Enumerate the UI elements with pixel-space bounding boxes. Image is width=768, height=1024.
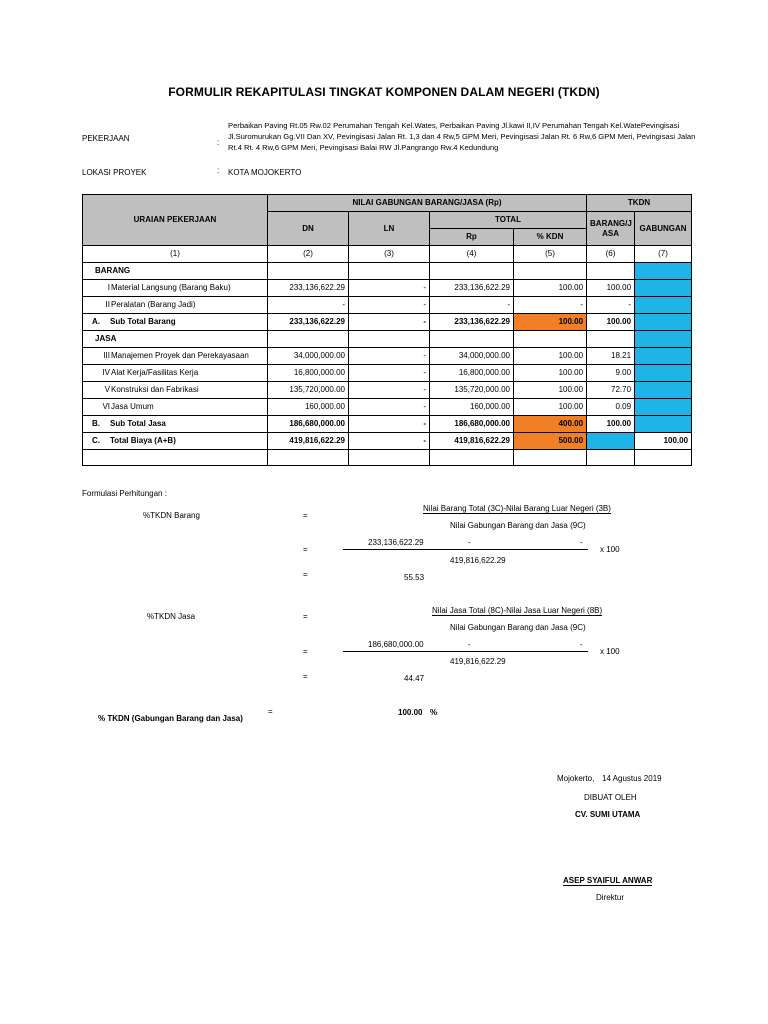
cell-dn: 186,680,000.00 [268,416,349,433]
cell-dn: 34,000,000.00 [268,348,349,365]
row-name: Jasa Umum [111,402,154,411]
section-barang-label: BARANG [83,263,268,280]
barang-result: 55.53 [404,573,425,582]
lokasi-colon: : [217,166,220,175]
cell-ln: - [349,365,430,382]
header-tkdn: TKDN [587,195,692,212]
cell-rp: 233,136,622.29 [430,280,514,297]
cell-rp: 160,000.00 [430,399,514,416]
eq-sign: = [303,672,308,681]
cell-ln: - [349,297,430,314]
cell-rp: 233,136,622.29 [430,314,514,331]
row-name: Manajemen Proyek dan Perekayasaan [111,351,249,360]
cell-kdn: 500.00 [514,433,587,450]
cell-barang-jasa: 100.00 [587,314,635,331]
cell-dn: 16,800,000.00 [268,365,349,382]
header-rp: Rp [430,229,514,246]
cell-kdn: 100.00 [514,314,587,331]
row-number: VI [102,402,110,411]
cell-barang-jasa: 72.70 [587,382,635,399]
barang-den-value: 419,816,622.29 [450,556,506,565]
pekerjaan-colon: : [217,138,220,147]
table-row [83,399,692,416]
jasa-dash-2: - [580,640,583,649]
cell-rp: 16,800,000.00 [430,365,514,382]
row-number: IV [102,368,110,377]
pekerjaan-label: PEKERJAAN [82,134,130,143]
row-name: Peralatan (Barang Jadi) [111,300,196,309]
header-barang-jasa: BARANG/J ASA [587,212,635,246]
row-name: Material Langsung (Barang Baku) [111,283,231,292]
fraction-line [343,549,588,550]
row-letter: C. [92,436,100,445]
row-number: I [107,283,110,292]
cell-ln: - [349,416,430,433]
eq-sign: = [268,707,273,716]
cell-barang-jasa: 100.00 [587,280,635,297]
tkdn-jasa-label: %TKDN Jasa [147,612,196,621]
colnum: (5) [514,246,587,263]
cell-barang-jasa: 18.21 [587,348,635,365]
row-name: Total Biaya (A+B) [110,436,176,445]
cell-rp: 34,000,000.00 [430,348,514,365]
formula-heading: Formulasi Perhitungan : [82,489,167,498]
cell-dn: - [268,297,349,314]
cell-kdn: 100.00 [514,399,587,416]
cell-ln: - [349,314,430,331]
row-number: III [103,351,110,360]
signer-position: Direktur [596,893,625,902]
subtotal-barang-row [83,314,692,331]
cell-rp: 186,680,000.00 [430,416,514,433]
cell-barang-jasa: 9.00 [587,365,635,382]
colnum: (4) [430,246,514,263]
table-row [83,365,692,382]
eq-sign: = [303,511,308,520]
tkdn-gabungan-value: 100.00 [398,708,423,717]
page-title: FORMULIR REKAPITULASI TINGKAT KOMPONEN DALAM NEGERI (TKDN) [168,85,600,99]
cell-kdn: 100.00 [514,382,587,399]
pekerjaan-value: Perbaikan Paving Rt.05 Rw.02 Perumahan Tengah Kel.Wates, Perbaikan Paving Jl.kawi II,IV Perumahan Tengah Kel.WatePevingisasi Jl.Suromurukan Gg.VII Dan XV, Pevingisasi Jalan Rt. 1,3 dan 4 Rw,5 GPM Meri, Pevingisasi Jalan Rt. 6 Rw,6 GPM Meri, Pevingisasi Jalan Rt.4 Rt. 4 Rw,6 GPM Meri, Pevingisasi Balai RW Jl.Pangrango Rw.4 Kedundung [228,121,696,152]
jasa-num-value: 186,680,000.00 [368,640,424,649]
company-name: CV. SUMI UTAMA [575,810,641,819]
cell-rp: - [430,297,514,314]
jasa-numerator-text: Nilai Jasa Total (8C)-Nilai Jasa Luar Negeri (8B) [432,606,603,615]
header-ln: LN [349,212,430,246]
colnum: (7) [635,246,692,263]
tkdn-barang-label: %TKDN Barang [143,511,200,520]
row-name: Sub Total Jasa [110,419,166,428]
cell-barang-jasa: 100.00 [587,416,635,433]
cell-barang-jasa: - [587,297,635,314]
cell-dn: 135,720,000.00 [268,382,349,399]
cell-dn: 160,000.00 [268,399,349,416]
cell-barang-jasa: 0.09 [587,399,635,416]
barang-dash-1: - [468,538,471,547]
jasa-x100: x 100 [600,647,620,656]
header-gabungan: GABUNGAN [635,212,692,246]
barang-denominator-text: Nilai Gabungan Barang dan Jasa (9C) [450,521,586,530]
row-name: Sub Total Barang [110,317,176,326]
jasa-result: 44.47 [404,674,425,683]
sign-place: Mojokerto, [557,774,595,783]
header-dn: DN [268,212,349,246]
eq-sign: = [303,647,308,656]
row-number: II [105,300,110,309]
header-uraian: URAIAN PEKERJAAN [83,195,268,246]
dibuat-oleh: DIBUAT OLEH [584,793,637,802]
eq-sign: = [303,570,308,579]
lokasi-value: KOTA MOJOKERTO [228,168,302,177]
tkdn-gabungan-label: % TKDN (Gabungan Barang dan Jasa) [98,714,243,723]
cell-kdn: - [514,297,587,314]
sign-date: 14 Agustus 2019 [602,774,662,783]
row-number: V [104,385,110,394]
cell-ln: - [349,433,430,450]
barang-num-value: 233,136,622.29 [368,538,424,547]
table-row [83,297,692,314]
section-jasa-label: JASA [83,331,268,348]
cell-ln: - [349,348,430,365]
eq-sign: = [303,612,308,621]
cell-kdn: 400.00 [514,416,587,433]
cell-dn: 419,816,622.29 [268,433,349,450]
jasa-den-value: 419,816,622.29 [450,657,506,666]
signer-name: ASEP SYAIFUL ANWAR [563,876,653,885]
cell-dn: 233,136,622.29 [268,280,349,297]
cell-kdn: 100.00 [514,280,587,297]
cell-ln: - [349,399,430,416]
colnum: (1) [83,246,268,263]
row-letter: A. [92,317,100,326]
table-row [83,382,692,399]
eq-sign: = [303,545,308,554]
cell-gabungan: 100.00 [635,433,692,450]
subtotal-jasa-row [83,416,692,433]
barang-dash-2: - [580,538,583,547]
row-name: Konstruksi dan Fabrikasi [111,385,199,394]
cell-ln: - [349,280,430,297]
cell-dn: 233,136,622.29 [268,314,349,331]
header-kdn: % KDN [514,229,587,246]
header-nilai: NILAI GABUNGAN BARANG/JASA (Rp) [268,195,587,212]
cell-kdn: 100.00 [514,365,587,382]
table-row [83,280,692,297]
barang-x100: x 100 [600,545,620,554]
fraction-line [343,651,588,652]
cell-ln: - [349,382,430,399]
jasa-dash-1: - [468,640,471,649]
tkdn-table [82,194,692,466]
table-row [83,348,692,365]
colnum: (6) [587,246,635,263]
jasa-denominator-text: Nilai Gabungan Barang dan Jasa (9C) [450,623,586,632]
header-total: TOTAL [430,212,587,229]
colnum: (3) [349,246,430,263]
tkdn-gabungan-percent: % [430,708,438,717]
lokasi-label: LOKASI PROYEK [82,168,147,177]
total-biaya-row [83,433,692,450]
barang-numerator-text: Nilai Barang Total (3C)-Nilai Barang Luar Negeri (3B) [423,504,611,513]
colnum: (2) [268,246,349,263]
cell-rp: 135,720,000.00 [430,382,514,399]
cell-kdn: 100.00 [514,348,587,365]
row-letter: B. [92,419,100,428]
row-name: Alat Kerja/Fasilitas Kerja [111,368,199,377]
cell-rp: 419,816,622.29 [430,433,514,450]
